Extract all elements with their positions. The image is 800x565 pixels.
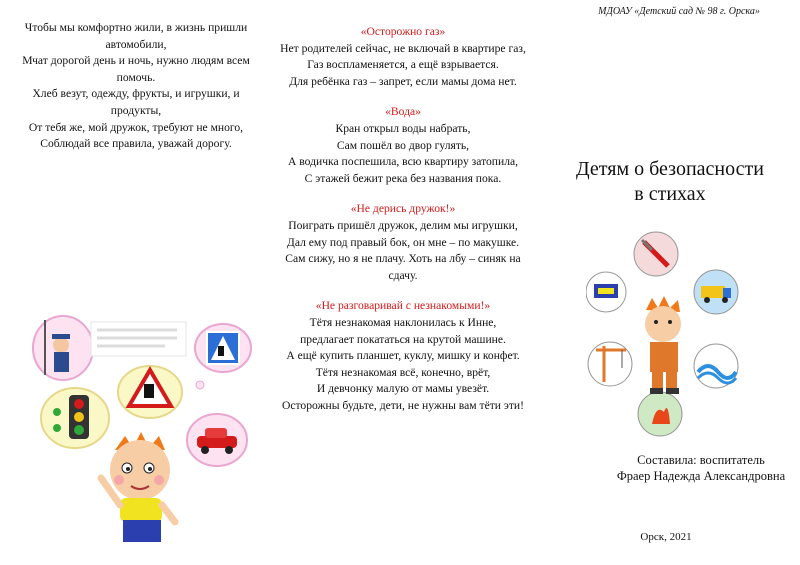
poem-line: Газ воспламеняется, а ещё взрывается. xyxy=(307,58,499,72)
poem-line: Для ребёнка газ – запрет, если мамы дома нет. xyxy=(289,74,517,88)
faint-sign xyxy=(91,322,186,356)
safety-circle-illustration xyxy=(586,228,746,440)
middle-panel xyxy=(272,0,530,565)
warning-sign-cloud xyxy=(118,366,182,418)
title-line: в стихах xyxy=(634,183,706,205)
crosswalk-cloud xyxy=(195,324,251,389)
poem-line: Кран открыл воды набрать, xyxy=(335,121,471,135)
fire-icon xyxy=(638,392,682,436)
boy-center-figure xyxy=(645,296,681,394)
knife-icon xyxy=(634,232,678,276)
safety-poems xyxy=(278,24,528,414)
crane-icon xyxy=(588,342,632,386)
poem-line: Соблюдай все правила, уважай дорогу. xyxy=(40,137,232,151)
poem-line: Поиграть пришёл дружок, делим мы игрушки, xyxy=(288,218,518,232)
truck-icon xyxy=(694,270,738,314)
poem-line: Дал ему под правый бок, он мне – по макушке. xyxy=(286,235,520,249)
poem-line: С этажей бежит река без названия пока. xyxy=(304,171,502,185)
poem-title-water: «Вода» xyxy=(385,105,421,119)
poem-line: Нет родителей сейчас, не включай в квартире газ, xyxy=(280,41,526,55)
policeman-cloud xyxy=(33,316,93,380)
compiler-name: Фраер Надежда Александровна xyxy=(616,469,786,483)
poem-line: И девчонку малую от мамы увезёт. xyxy=(316,382,490,396)
poem-line: А водичка поспешила, всю квартиру затопила, xyxy=(287,155,519,169)
poem-title-fight: «Не дерись дружок!» xyxy=(350,202,456,216)
medicine-icon xyxy=(586,272,626,312)
traffic-light-cloud xyxy=(41,388,109,448)
organization-name: МДОАУ «Детский сад № 98 г. Орска» xyxy=(598,6,760,17)
poem-line: Чтобы мы комфортно жили, в жизнь пришли автомобили, xyxy=(24,21,248,51)
boy-figure xyxy=(101,432,175,542)
poem-line: Тётя незнакомая всё, конечно, врёт, xyxy=(315,365,491,379)
poem-line: Хлеб везут, одежду, фрукты, и игрушки, и продукты, xyxy=(32,87,240,117)
boy-traffic-illustration xyxy=(25,300,265,550)
poem-line: Сам пошёл во двор гулять, xyxy=(336,138,470,152)
compiler-credit xyxy=(596,452,800,484)
title-line: Детям о безопасности xyxy=(576,158,764,180)
water-icon xyxy=(694,344,738,388)
poem-line: предлагает покататься на крутой машине. xyxy=(300,332,506,346)
poem-line: А ещё купить планшет, куклу, мишку и конфет. xyxy=(286,349,520,363)
cover-panel xyxy=(536,0,800,565)
poem-line: Мчат дорогой день и ночь, нужно людям всем помочь. xyxy=(22,54,250,84)
poem-line: Осторожны будьте, дети, не нужны вам тёти эти! xyxy=(281,398,525,412)
page-title xyxy=(544,157,796,207)
traffic-poem xyxy=(8,20,264,153)
poem-title-gas: «Осторожно газ» xyxy=(360,25,446,38)
poem-line: От тебя же, мой дружок, требуют не много, xyxy=(28,120,244,134)
compiler-role: Составила: воспитатель xyxy=(637,453,765,467)
poem-title-strangers: «Не разговаривай с незнакомыми!» xyxy=(315,299,491,313)
left-panel xyxy=(0,0,268,565)
poem-line: Тётя незнакомая наклонилась к Инне, xyxy=(309,315,497,329)
place-year: Орск, 2021 xyxy=(640,531,692,543)
car-cloud xyxy=(187,414,247,466)
poem-line: Сам сижу, но я не плачу. Хоть на лбу – синяк на сдачу. xyxy=(285,252,521,282)
